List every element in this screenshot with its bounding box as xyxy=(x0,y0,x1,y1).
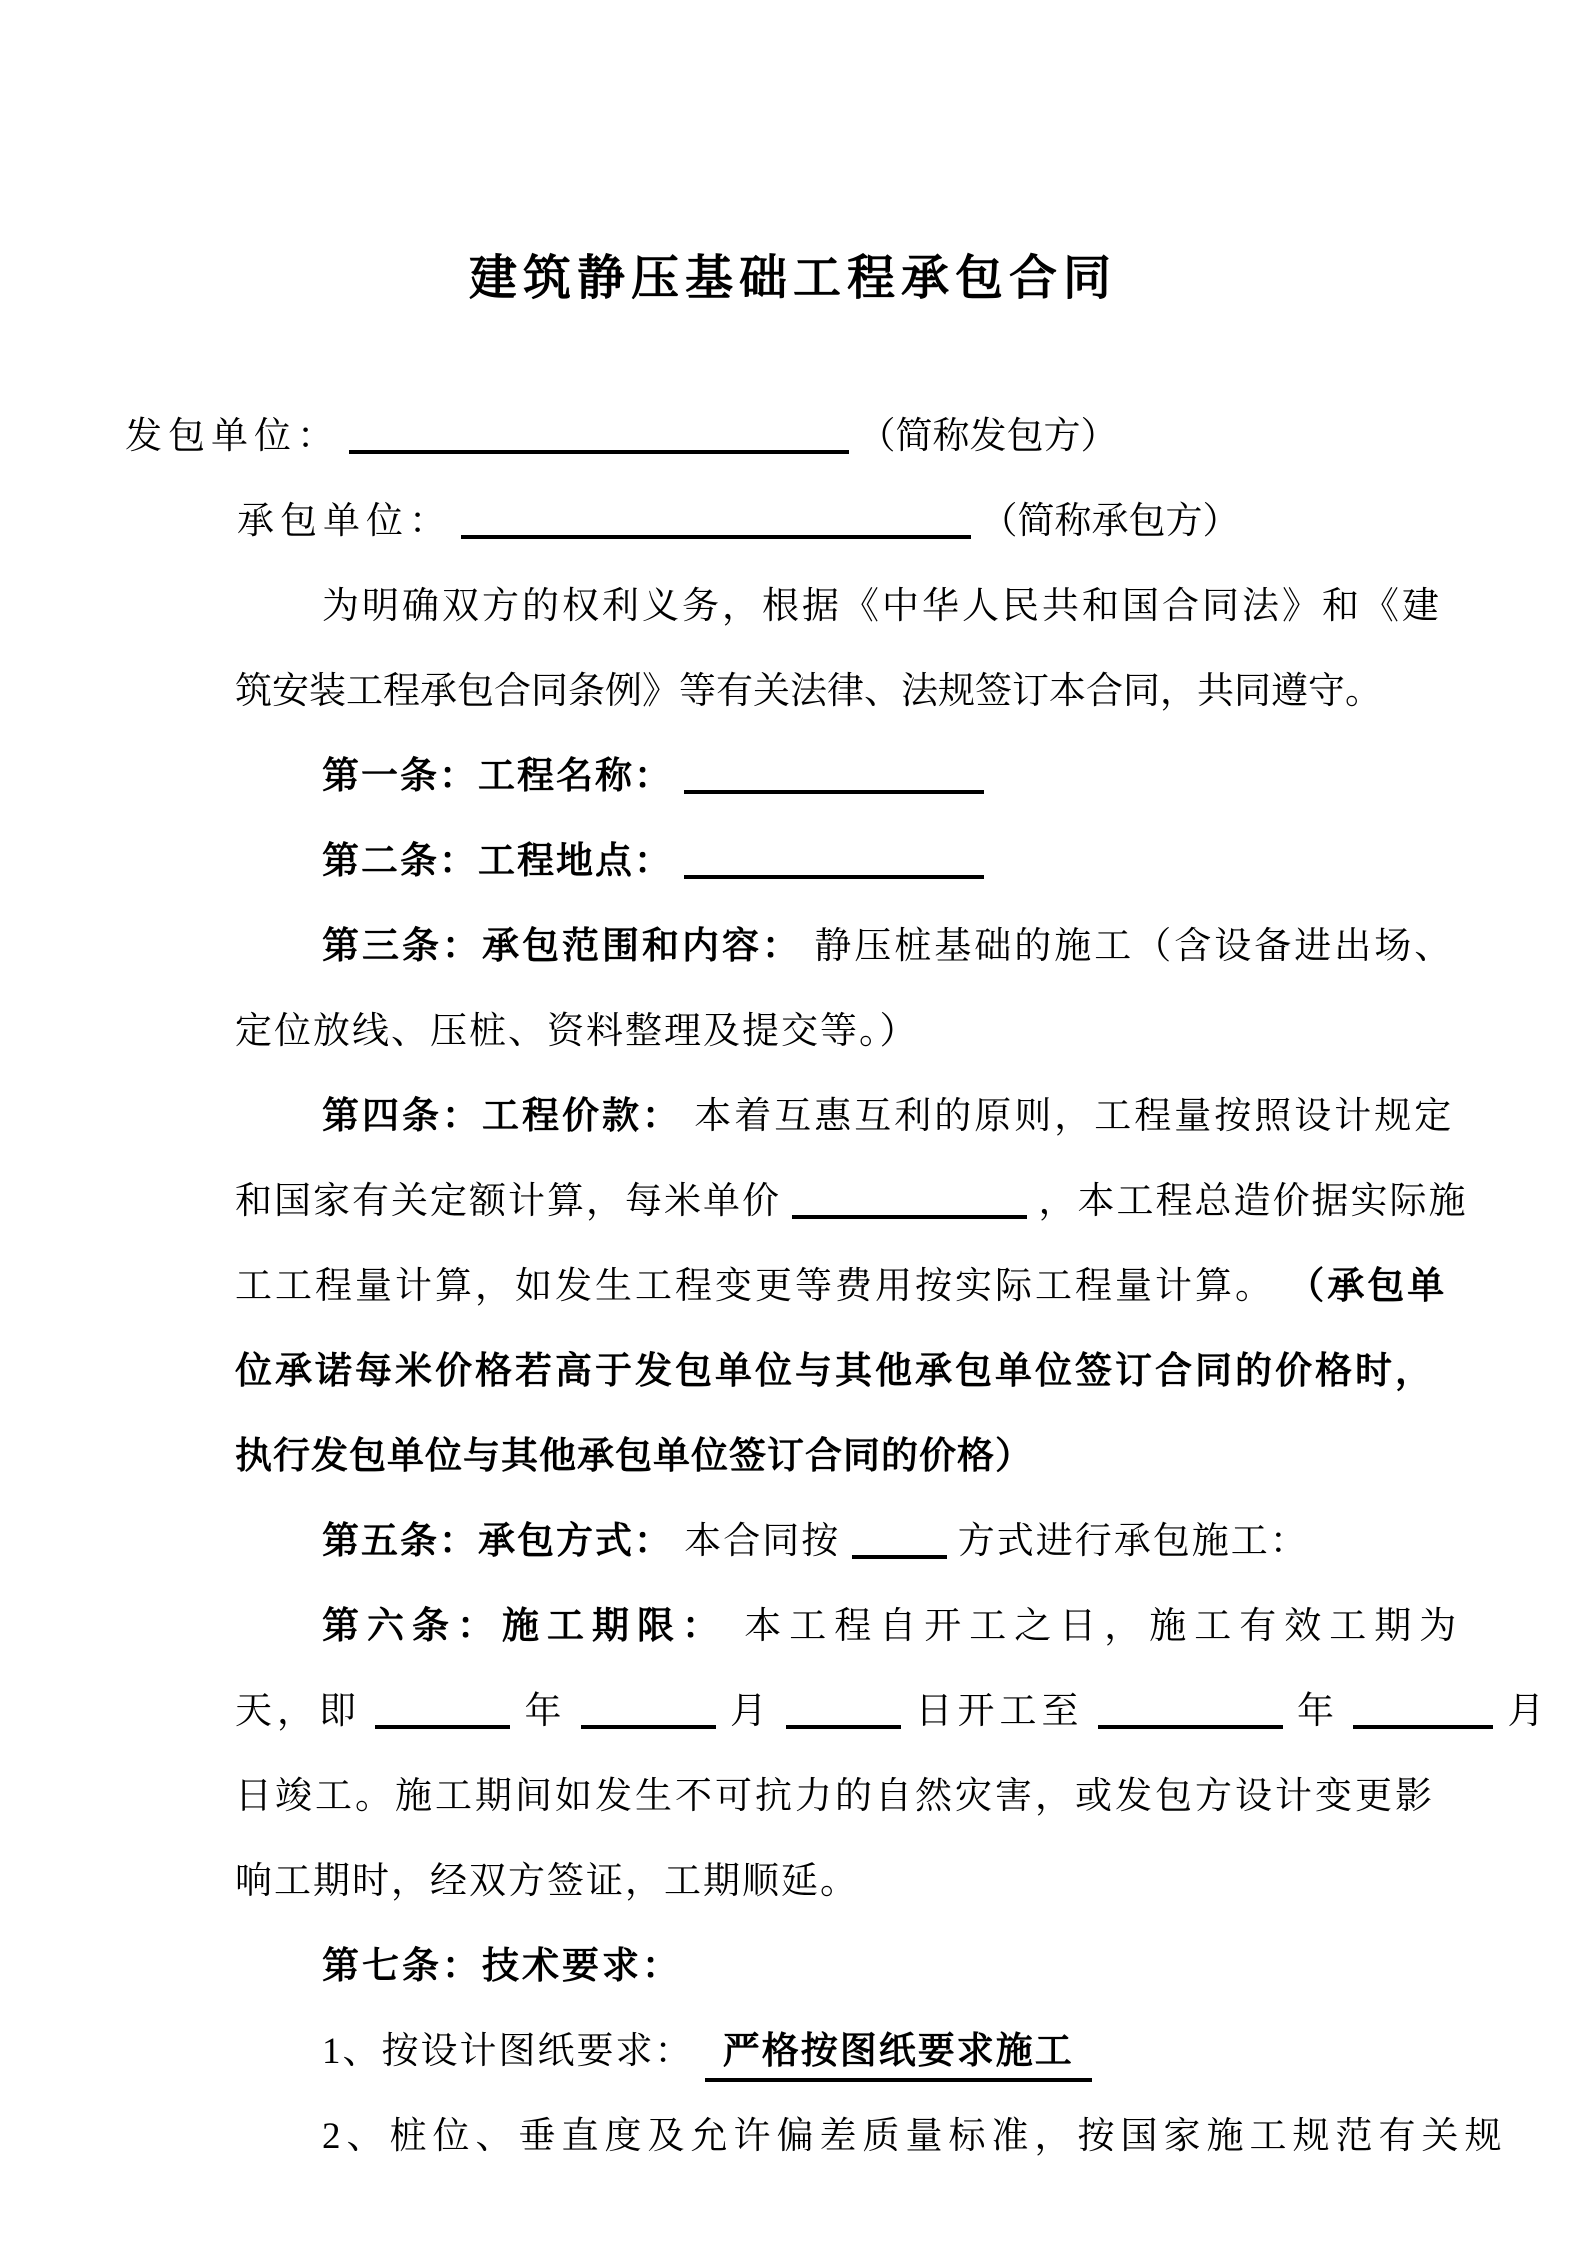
clause-4-text: 和国家有关定额计算，每米单价 xyxy=(235,1181,781,1222)
clause-6-text: 日开工至 xyxy=(915,1691,1084,1732)
clause-3-text: 定位放线、压桩、资料整理及提交等。） xyxy=(235,1011,919,1052)
document-body xyxy=(0,394,1586,2179)
clause-3-label: 第三条：承包范围和内容： xyxy=(322,926,802,967)
end-year-blank[interactable] xyxy=(1098,1685,1283,1729)
start-year-blank[interactable] xyxy=(375,1685,510,1729)
clause-6-text: 响工期时，经双方签证，工期顺延。 xyxy=(235,1861,859,1902)
clause-4-promise-text: 位承诺每米价格若高于发包单位与其他承包单位签订合同的价格时， xyxy=(235,1351,1435,1392)
party-a-label: 发包单位： xyxy=(125,416,340,457)
party-a-abbrev: （简称发包方） xyxy=(858,416,1118,457)
line-clause-5 xyxy=(0,1499,1586,1584)
project-location-blank[interactable] xyxy=(684,835,984,879)
project-name-blank[interactable] xyxy=(684,750,984,794)
line-clause-3 xyxy=(0,904,1586,989)
preamble-text: 为明确双方的权利义务，根据《中华人民共和国合同法》和《建 xyxy=(322,586,1442,627)
preamble-text: 筑安装工程承包合同条例》等有关法律、法规签订本合同，共同遵守。 xyxy=(235,671,1382,712)
line-clause-4-cont-3 xyxy=(0,1329,1586,1414)
clause-4-label: 第四条：工程价款： xyxy=(322,1096,682,1137)
start-month-blank[interactable] xyxy=(581,1685,716,1729)
line-clause-7-item-1 xyxy=(0,2009,1586,2094)
line-clause-6 xyxy=(0,1584,1586,1669)
line-clause-6-cont-2 xyxy=(0,1754,1586,1839)
clause-3-text: 静压桩基础的施工（含设备进出场、 xyxy=(814,926,1455,967)
clause-4-text: ，本工程总造价据实际施 xyxy=(1038,1181,1468,1222)
line-preamble-1 xyxy=(0,564,1586,649)
unit-price-blank[interactable] xyxy=(792,1175,1027,1219)
line-clause-7 xyxy=(0,1924,1586,2009)
clause-6-text: 月 xyxy=(730,1691,772,1732)
line-party-b xyxy=(0,479,1586,564)
clause-4-promise-text: 执行发包单位与其他承包单位签订合同的价格） xyxy=(235,1436,1033,1477)
line-clause-2 xyxy=(0,819,1586,904)
clause-7-label: 第七条：技术要求： xyxy=(322,1946,682,1987)
clause-6-text: 天，即 xyxy=(235,1691,361,1732)
start-day-blank[interactable] xyxy=(786,1685,901,1729)
end-month-blank[interactable] xyxy=(1353,1685,1493,1729)
clause-4-text: 工工程量计算，如发生工程变更等费用按实际工程量计算。 xyxy=(235,1266,1275,1307)
clause-2-label: 第二条：工程地点： xyxy=(322,841,673,882)
clause-6-text: 本工程自开工之日，施工有效工期为 xyxy=(744,1606,1465,1647)
clause-5-text: 本合同按 xyxy=(684,1521,841,1562)
line-party-a xyxy=(0,394,1586,479)
clause-5-label: 第五条：承包方式： xyxy=(322,1521,673,1562)
party-b-blank[interactable] xyxy=(461,495,971,539)
line-clause-4 xyxy=(0,1074,1586,1159)
party-b-abbrev: （简称承包方） xyxy=(980,501,1240,542)
line-clause-3-cont xyxy=(0,989,1586,1074)
line-preamble-2 xyxy=(0,649,1586,734)
line-clause-7-item-2 xyxy=(0,2094,1586,2179)
clause-6-text: 日竣工。施工期间如发生不可抗力的自然灾害，或发包方设计变更影 xyxy=(235,1776,1435,1817)
clause-7-item-1-label: 1、按设计图纸要求： xyxy=(322,2031,694,2072)
line-clause-4-cont-2 xyxy=(0,1244,1586,1329)
clause-6-text: 年 xyxy=(524,1691,567,1732)
clause-4-promise-text: （承包单 xyxy=(1287,1266,1448,1307)
document-title: 建筑静压基础工程承包合同 xyxy=(468,252,1117,305)
clause-5-text: 方式进行承包施工： xyxy=(957,1521,1309,1562)
line-clause-6-cont-1 xyxy=(0,1669,1586,1754)
clause-6-text: 月 xyxy=(1507,1691,1550,1732)
line-clause-6-cont-3 xyxy=(0,1839,1586,1924)
clause-6-text: 年 xyxy=(1297,1691,1339,1732)
clause-1-label: 第一条：工程名称： xyxy=(322,756,673,797)
clause-7-item-1-answer: 严格按图纸要求施工 xyxy=(705,2031,1092,2082)
party-a-blank[interactable] xyxy=(349,410,849,454)
contract-method-blank[interactable] xyxy=(852,1515,947,1559)
clause-6-label: 第六条：施工期限： xyxy=(322,1606,727,1647)
line-clause-1 xyxy=(0,734,1586,819)
clause-4-text: 本着互惠互利的原则，工程量按照设计规定 xyxy=(694,1096,1455,1137)
clause-7-item-2-text: 2、桩位、垂直度及允许偏差质量标准，按国家施工规范有关规 xyxy=(322,2116,1508,2157)
line-clause-4-cont-4 xyxy=(0,1414,1586,1499)
line-clause-4-cont-1 xyxy=(0,1159,1586,1244)
party-b-label: 承包单位： xyxy=(237,501,452,542)
